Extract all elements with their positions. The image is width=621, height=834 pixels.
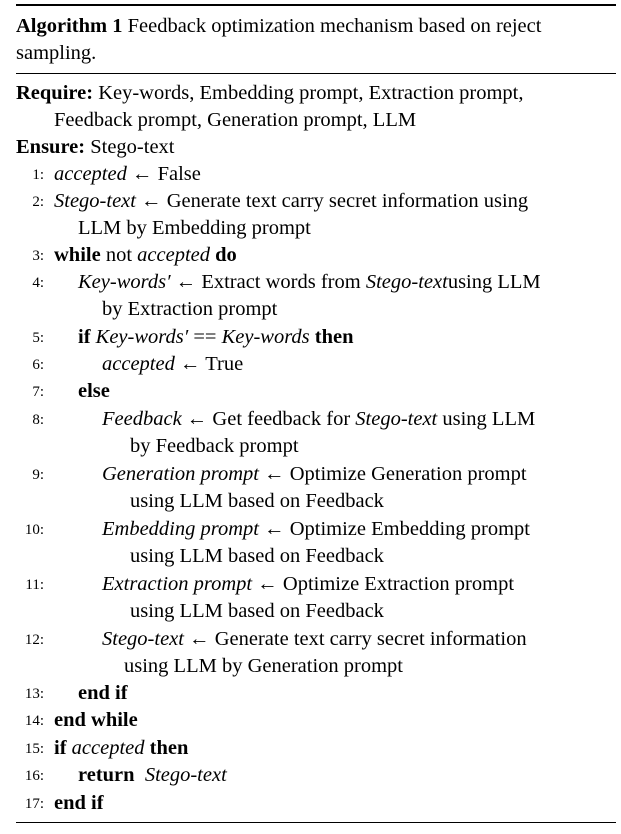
variable: Stego-text [54,190,136,212]
keyword: end while [54,709,138,731]
variable: Key-words [221,326,310,348]
keyword: do [215,244,237,266]
keyword: if [78,326,91,348]
algorithm-line [130,488,384,515]
keyword: then [149,737,189,759]
algorithm-line [78,378,110,405]
ensure-keyword: Ensure: [16,136,86,158]
algorithm-line [102,626,527,653]
statement-text: using LLM based on Feedback [130,490,384,512]
variable: Embedding prompt [102,518,259,540]
algorithm-line [102,351,243,378]
algorithm-line [54,242,237,269]
algorithm-line [102,571,514,598]
variable: Key-words′ [95,326,189,348]
algorithm-line [124,653,403,680]
statement-text: ← Optimize Generation prompt [258,463,527,485]
ensure-text: Stego-text [90,136,175,158]
line-number: 7: [32,384,44,400]
statement-text: not [100,244,138,266]
statement-text: using LLM [437,408,536,430]
require-line [16,80,523,107]
statement-text: ← Extract words from [170,271,366,293]
top-rule [16,4,616,6]
algorithm-line [78,762,227,789]
require-line-2 [54,107,416,134]
keyword: if [54,737,67,759]
algorithm-line [54,188,528,215]
ensure-line [16,134,175,161]
statement-text: LLM by Embedding prompt [78,217,311,239]
statement-text [135,764,145,786]
statement-text: using LLM based on Feedback [130,545,384,567]
statement-text: ← False [126,163,201,185]
line-number: 16: [24,768,44,784]
algorithm-caption [16,13,616,67]
algorithm-line [54,161,201,188]
statement-text: ← Generate text carry secret information using [135,190,529,212]
algorithm-line [78,324,354,351]
caption-rule [16,73,616,74]
algorithm-line [54,735,188,762]
line-number: 11: [25,577,44,593]
variable: Stego-text [355,408,438,430]
algorithm-line [78,215,311,242]
keyword: return [78,764,135,786]
algorithm-line [54,707,138,734]
line-number: 9: [32,467,44,483]
line-number: 4: [32,275,44,291]
algorithm-line [130,433,299,460]
variable: Stego-text [102,628,184,650]
algorithm-line [102,516,530,543]
caption-line1: Feedback optimization mechanism based on reject [127,15,542,37]
line-number: 5: [32,330,44,346]
variable: Stego-text [365,271,448,293]
algorithm-line [130,543,384,570]
statement-text: ← Optimize Embedding prompt [258,518,530,540]
variable: Extraction prompt [102,573,253,595]
algorithm-line [78,269,541,296]
algorithm-line [102,461,527,488]
keyword: end if [54,792,104,814]
bottom-rule [16,822,616,823]
line-number: 12: [24,632,44,648]
variable: accepted [54,163,127,185]
caption-line2: sampling. [16,42,97,64]
statement-text: == [188,326,222,348]
require-keyword: Require: [16,82,94,104]
statement-text: ← True [174,353,244,375]
line-number: 17: [24,796,44,812]
line-number: 1: [32,167,44,183]
statement-text: ← Get feedback for [181,408,356,430]
variable: Feedback [102,408,182,430]
keyword: while [54,244,101,266]
line-number: 14: [24,713,44,729]
statement-text: ← Optimize Extraction prompt [252,573,515,595]
algorithm-line [102,296,277,323]
require-text-2: Feedback prompt, Generation prompt, LLM [54,109,417,131]
line-number: 15: [24,741,44,757]
line-number: 3: [32,248,44,264]
variable: Stego-text [144,764,227,786]
require-text-1: Key-words, Embedding prompt, Extraction prompt, [98,82,524,104]
variable: Generation prompt [102,463,259,485]
algorithm-line [78,680,128,707]
algorithm-line [54,790,104,817]
algorithm-line [130,598,384,625]
variable: accepted [102,353,175,375]
line-number: 13: [24,686,44,702]
line-number: 2: [32,194,44,210]
keyword: else [78,380,110,402]
line-number: 10: [24,522,44,538]
keyword: then [314,326,354,348]
algorithm-line [102,406,535,433]
line-number: 8: [32,412,44,428]
variable: accepted [137,244,210,266]
line-number: 6: [32,357,44,373]
variable: Key-words′ [78,271,171,293]
statement-text: using LLM [447,271,541,293]
caption-label: Algorithm 1 [16,15,123,37]
statement-text: using LLM by Generation prompt [124,655,403,677]
variable: accepted [71,737,145,759]
keyword: end if [78,682,128,704]
statement-text: by Extraction prompt [102,298,278,320]
statement-text: using LLM based on Feedback [130,600,384,622]
statement-text: by Feedback prompt [130,435,299,457]
statement-text: ← Generate text carry secret information [183,628,527,650]
